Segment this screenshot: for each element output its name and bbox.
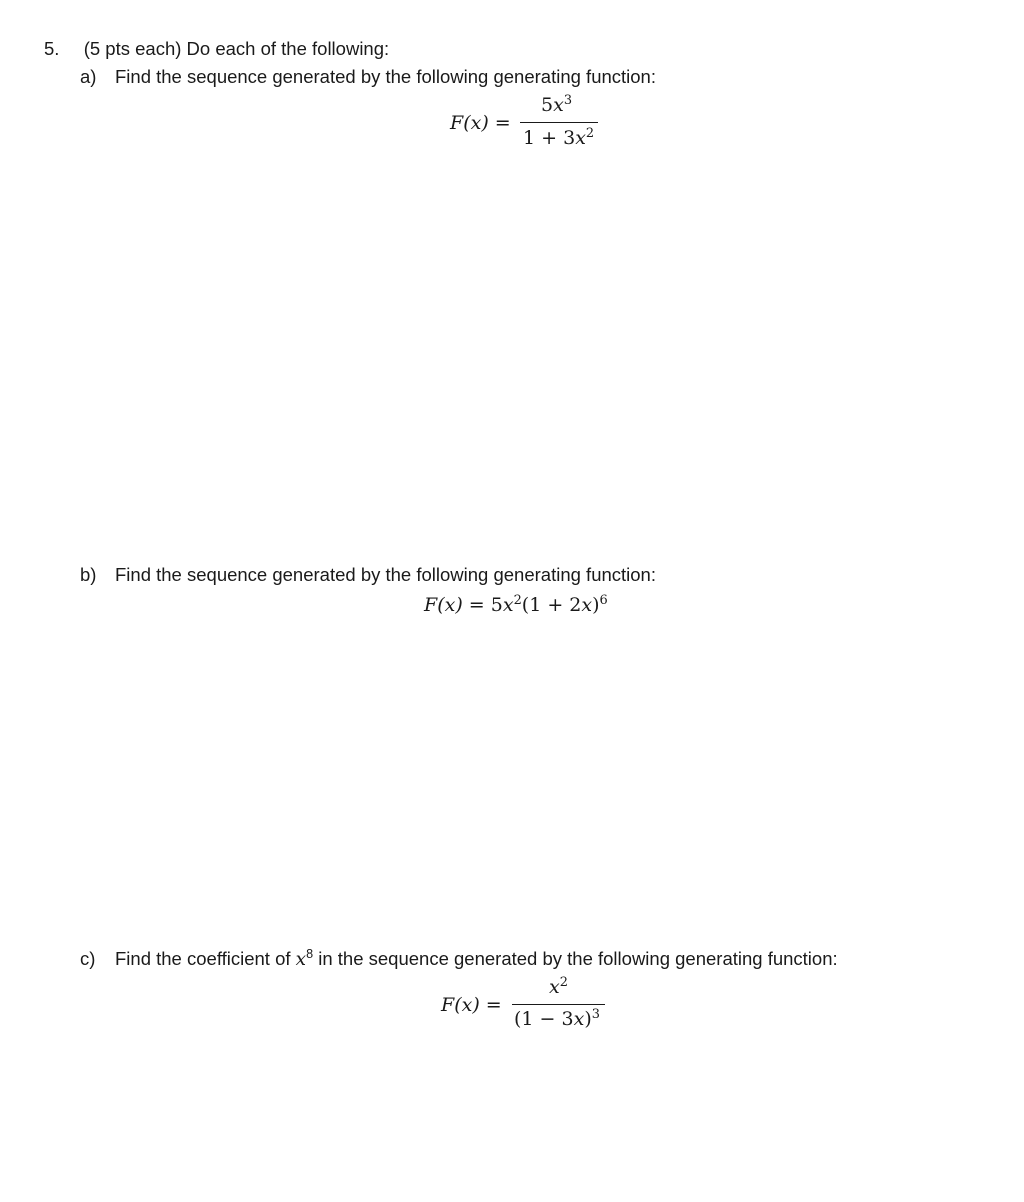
problem-number: 5. [44,38,60,59]
part-b-equation: $F(x) = 5x^2(1 + 2x)^6$ [424,592,608,616]
part-a-fraction-bar [520,122,598,123]
part-c-denominator: $(1 - 3x)^3$ [514,1006,600,1030]
part-b-label: b) [80,564,97,585]
part-a-numerator: $5x^3$ [541,92,573,116]
part-a-text: Find the sequence generated by the following generating function: [115,66,656,87]
part-a-denominator: $1 + 3x^2$ [523,125,595,149]
part-a-label: a) [80,66,97,87]
problem-header [44,38,389,60]
part-b-text: Find the sequence generated by the following generating function: [115,564,656,585]
part-c-prompt [80,948,838,970]
part-c-text-after: in the sequence generated by the following generating function: [313,948,838,969]
part-c-text-var: x [295,949,307,970]
part-c-label: c) [80,948,96,969]
part-c-text-before: Find the coefficient of [115,948,296,969]
part-a-prompt [80,66,656,88]
problem-intro: (5 pts each) Do each of the following: [83,38,390,59]
part-c-lhs: F(x) = [441,994,502,1016]
part-a-lhs: F(x) = [450,112,511,134]
part-b-prompt [80,564,656,586]
part-c-fraction-bar [512,1004,605,1005]
part-c-numerator: $x^2$ [549,974,568,998]
part-c-text-exp: 8 [306,947,314,962]
